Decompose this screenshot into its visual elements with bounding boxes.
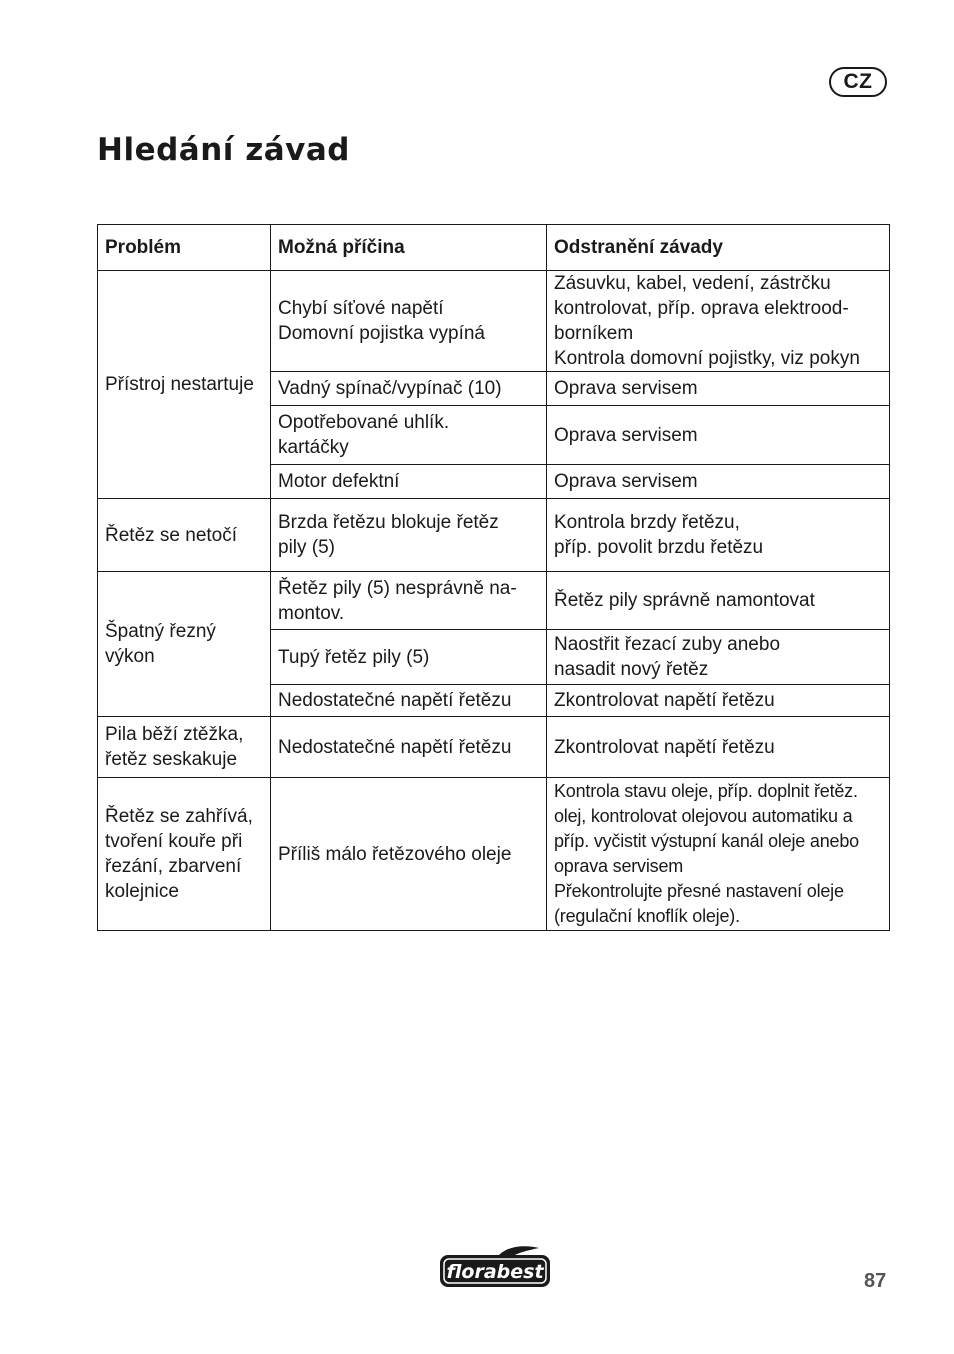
problem-text: Pila běží ztěžka, <box>105 724 244 745</box>
cause-text: Motor defektní <box>278 471 400 492</box>
language-badge: CZ <box>829 67 887 97</box>
cause-cell <box>271 406 547 465</box>
cause-text: Opotřebované uhlík. <box>278 412 450 433</box>
remedy-text: příp. vyčistit výstupní kanál oleje anebo <box>554 831 859 851</box>
problem-cell <box>98 717 271 778</box>
header-problem: Problém <box>98 225 271 271</box>
cause-text: pily (5) <box>278 537 336 558</box>
remedy-text: Kontrola domovní pojistky, viz pokyn <box>554 348 860 369</box>
table-row <box>98 717 890 778</box>
table-row <box>98 499 890 572</box>
remedy-text: Kontrola brzdy řetězu, <box>554 512 740 533</box>
cause-text: Chybí síťové napětí <box>278 298 444 319</box>
remedy-cell <box>547 778 890 931</box>
remedy-text: nasadit nový řetěz <box>554 659 709 680</box>
cause-cell <box>271 499 547 572</box>
cause-text: Tupý řetěz pily (5) <box>278 646 430 668</box>
page-title: Hledání závad <box>97 132 350 168</box>
remedy-text: Oprava servisem <box>554 471 698 492</box>
remedy-cell <box>547 685 890 717</box>
problem-text: tvoření kouře při <box>105 831 243 852</box>
cause-text: Nedostatečné napětí řetězu <box>278 736 512 758</box>
cause-cell <box>271 685 547 717</box>
cause-text: Příliš málo řetězového oleje <box>278 843 512 865</box>
cause-cell <box>271 372 547 406</box>
remedy-text: oprava servisem <box>554 856 684 876</box>
table-row <box>98 271 890 372</box>
cause-cell <box>271 630 547 685</box>
remedy-text: Oprava servisem <box>554 378 698 399</box>
remedy-text: Zkontrolovat napětí řetězu <box>554 690 775 711</box>
problem-text: Přístroj nestartuje <box>105 374 254 395</box>
page-number: 87 <box>864 1270 887 1292</box>
remedy-cell <box>547 499 890 572</box>
problem-text: Špatný řezný <box>105 621 216 642</box>
problem-text: řetěz seskakuje <box>105 749 238 770</box>
remedy-cell <box>547 572 890 630</box>
cause-cell <box>271 572 547 630</box>
troubleshooting-table <box>97 224 890 931</box>
remedy-text: borníkem <box>554 323 634 344</box>
table-row <box>98 572 890 630</box>
table-body <box>98 271 890 931</box>
cause-cell <box>271 778 547 931</box>
remedy-cell <box>547 465 890 499</box>
header-remedy: Odstranění závady <box>547 225 890 271</box>
problem-cell <box>98 572 271 717</box>
table-header-row <box>98 225 890 271</box>
remedy-cell <box>547 406 890 465</box>
cause-cell <box>271 717 547 778</box>
remedy-text: Zásuvku, kabel, vedení, zástrčku <box>554 273 831 294</box>
logo-text: florabest <box>446 1261 544 1283</box>
remedy-text: olej, kontrolovat olejovou automatiku a <box>554 806 853 826</box>
header-cause: Možná příčina <box>271 225 547 271</box>
remedy-text: Naostřit řezací zuby anebo <box>554 634 781 655</box>
cause-text: montov. <box>278 602 345 624</box>
cause-text: Nedostatečné napětí řetězu <box>278 690 512 711</box>
remedy-text: Zkontrolovat napětí řetězu <box>554 736 775 758</box>
cause-text: kartáčky <box>278 437 349 458</box>
remedy-text: Kontrola stavu oleje, příp. doplnit řetěz. <box>554 781 858 801</box>
remedy-cell <box>547 717 890 778</box>
remedy-text: Překontrolujte přesné nastavení oleje <box>554 881 844 901</box>
florabest-logo <box>439 1245 551 1289</box>
cause-text: Řetěz pily (5) nesprávně na- <box>278 577 517 599</box>
remedy-text: Řetěz pily správně namontovat <box>554 590 815 611</box>
problem-cell <box>98 499 271 572</box>
problem-text: kolejnice <box>105 881 179 902</box>
cause-text: Vadný spínač/vypínač (10) <box>278 378 502 399</box>
cause-text: Brzda řetězu blokuje řetěz <box>278 512 499 533</box>
problem-text: řezání, zbarvení <box>105 856 242 877</box>
cause-text: Domovní pojistka vypíná <box>278 323 485 344</box>
problem-text: výkon <box>105 646 155 667</box>
remedy-cell <box>547 271 890 372</box>
remedy-text: (regulační knoflík oleje). <box>554 906 740 926</box>
remedy-cell <box>547 630 890 685</box>
cause-cell <box>271 271 547 372</box>
remedy-text: kontrolovat, příp. oprava elektrood- <box>554 298 849 319</box>
problem-text: Řetěz se zahřívá, <box>105 806 253 827</box>
remedy-cell <box>547 372 890 406</box>
table-row <box>98 778 890 931</box>
problem-text: Řetěz se netočí <box>105 524 238 546</box>
problem-cell <box>98 778 271 931</box>
problem-cell <box>98 271 271 499</box>
remedy-text: příp. povolit brzdu řetězu <box>554 537 764 558</box>
remedy-text: Oprava servisem <box>554 424 698 446</box>
cause-cell <box>271 465 547 499</box>
